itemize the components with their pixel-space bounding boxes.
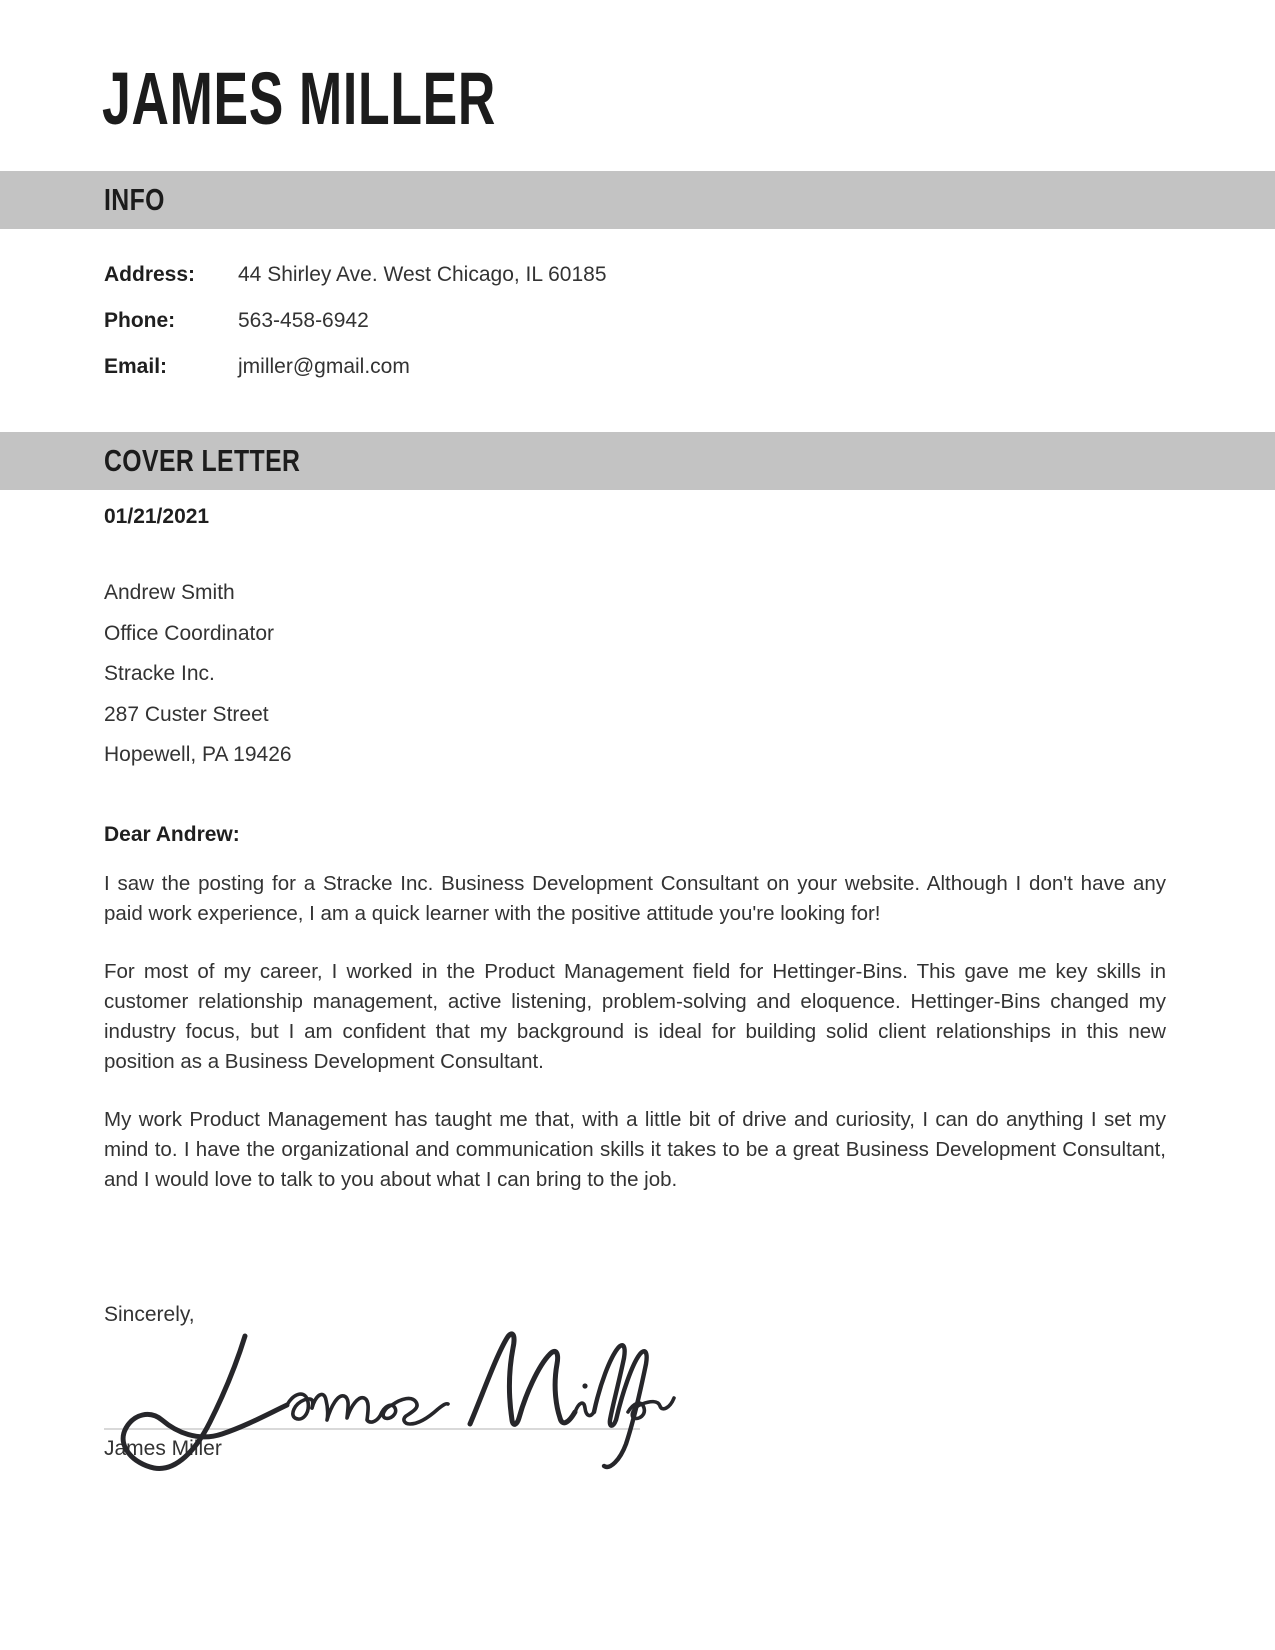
- email-value: jmiller@gmail.com: [238, 355, 410, 378]
- letter-paragraph-1: I saw the posting for a Stracke Inc. Business Development Consultant on your website. Although I don't have any paid work experience, I am a quick learner with the positive attitude you're looking for!: [104, 871, 1166, 925]
- cover-letter-section-bar: [0, 432, 1275, 490]
- address-label: Address:: [104, 263, 196, 286]
- info-row-phone: [104, 309, 607, 333]
- page-title: [102, 57, 665, 140]
- cover-letter-section-heading: COVER LETTER: [104, 443, 301, 478]
- letter-paragraph-3: My work Product Management has taught me that, with a little bit of drive and curiosity, I can do anything I set my mind to. I have the organizational and communication skills it takes to be a great Business Development Consultant, and I would love to talk to you about what I can bring to the job.: [104, 1107, 1166, 1191]
- candidate-name-heading: JAMES MILLER: [102, 57, 497, 140]
- info-row-address: [104, 263, 607, 287]
- phone-label: Phone:: [104, 309, 176, 332]
- info-row-email: [104, 355, 607, 379]
- info-section-heading: INFO: [104, 182, 165, 217]
- letter-date: 01/21/2021: [104, 505, 210, 528]
- salutation: Dear Andrew:: [104, 822, 240, 846]
- email-label: Email:: [104, 355, 168, 378]
- phone-value: 563-458-6942: [238, 309, 369, 332]
- letter-body: [104, 505, 1166, 1327]
- signature-image: [98, 1328, 678, 1478]
- address-value: 44 Shirley Ave. West Chicago, IL 60185: [238, 263, 607, 286]
- recipient-address-block: [104, 573, 1166, 776]
- letter-paragraph-2: For most of my career, I worked in the Product Management field for Hettinger-Bins. This gave me key skills in customer relationship management, active listening, problem-solving and eloquence. Hettinger-Bins changed my industry focus, but I am confident that my background is ideal for building solid client relationships in this new position as a Business Development Consultant.: [104, 959, 1166, 1073]
- recipient-job-title: Office Coordinator: [104, 621, 275, 645]
- contact-info-list: [104, 263, 607, 401]
- recipient-company: Stracke Inc.: [104, 662, 215, 685]
- recipient-name: Andrew Smith: [104, 581, 235, 604]
- recipient-city-state-zip: Hopewell, PA 19426: [104, 743, 292, 766]
- recipient-street: 287 Custer Street: [104, 702, 269, 726]
- closing-word: Sincerely,: [104, 1302, 195, 1326]
- typed-signature-name: James Miller: [104, 1437, 222, 1460]
- info-section-bar: [0, 171, 1275, 229]
